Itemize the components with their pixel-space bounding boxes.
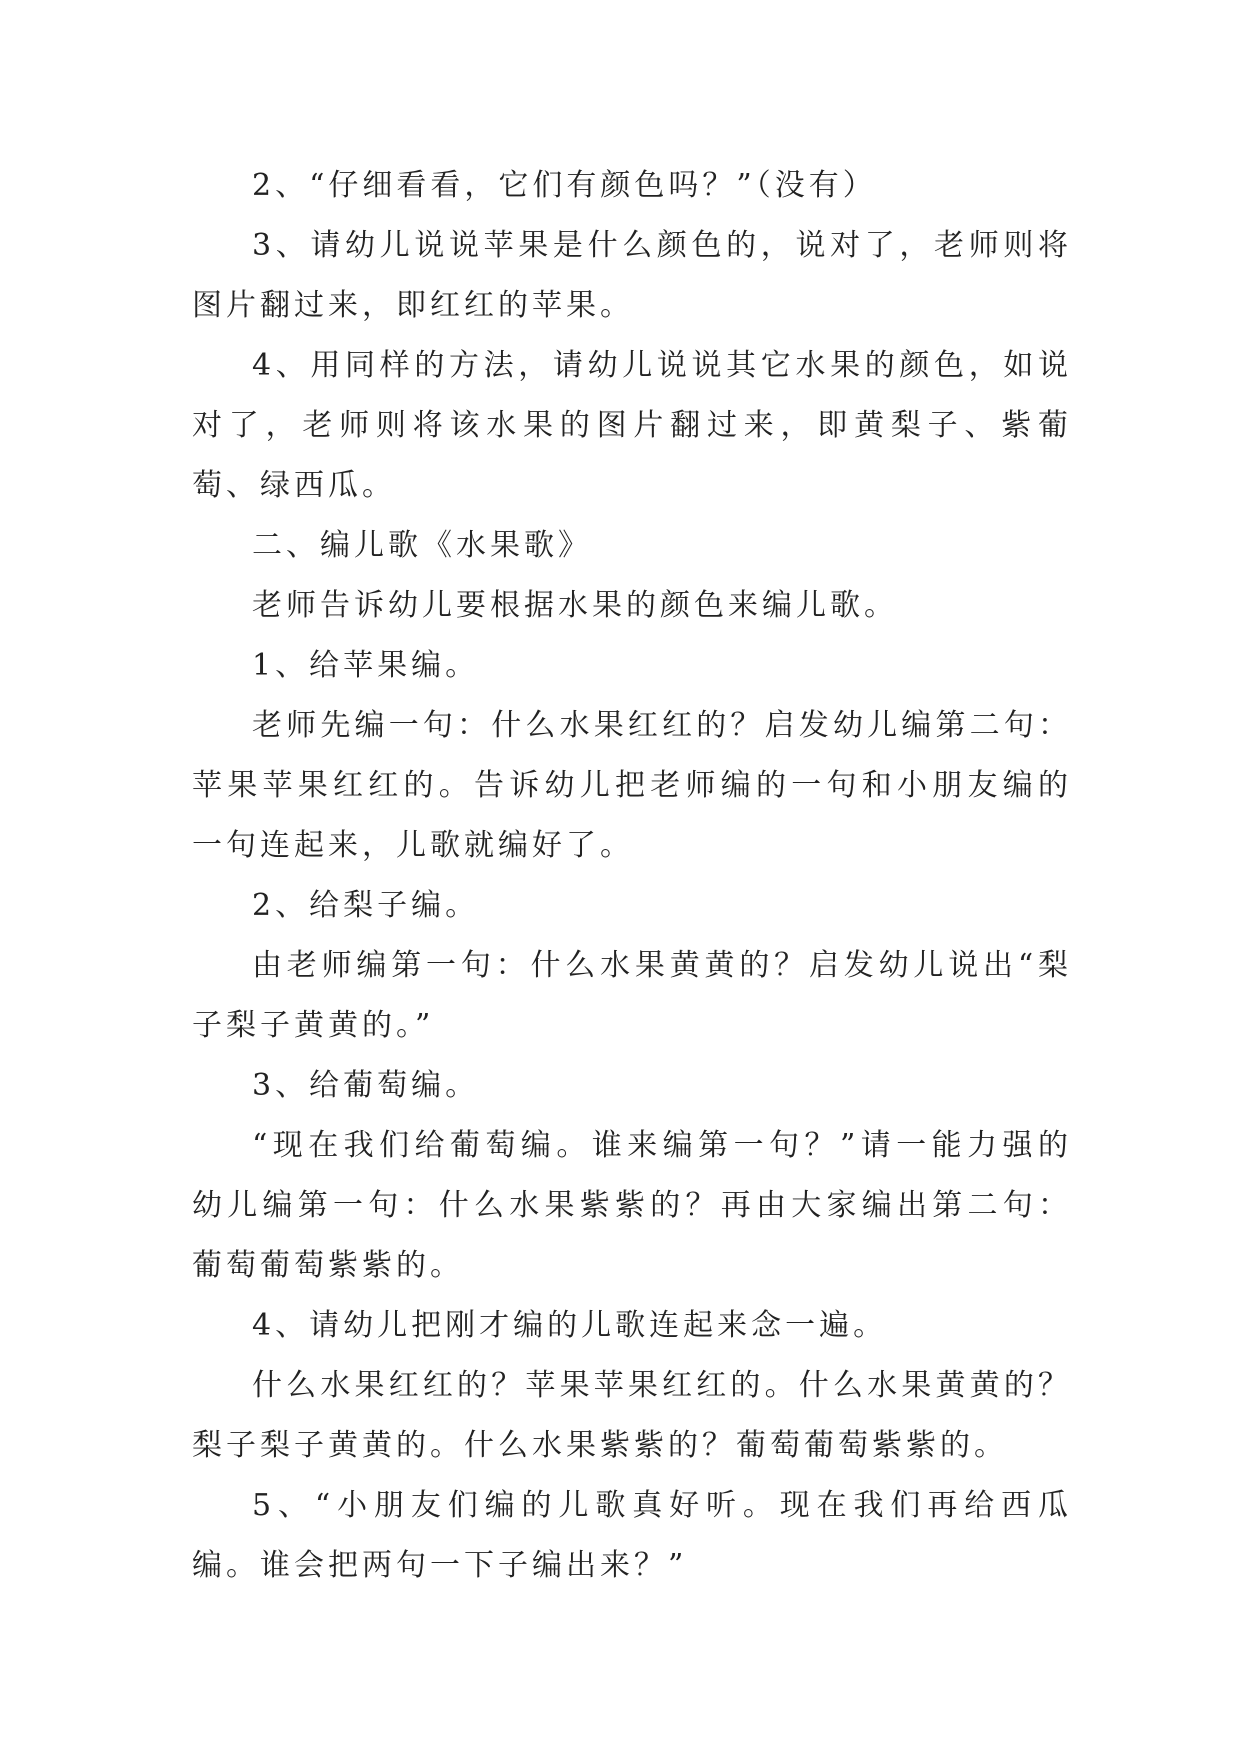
paragraph-song-step-1-apple: 1、给苹果编。 [252, 648, 480, 683]
paragraph-song-intro: 老师告诉幼儿要根据水果的颜色来编儿歌。 [252, 588, 898, 623]
paragraph-song-step-5-watermelon: 5、“小朋友们编的儿歌真好听。现在我们再给西瓜编。谁会把两句一下子编出来？” [192, 1488, 1072, 1583]
paragraph-pear-verse: 由老师编第一句：什么水果黄黄的？启发幼儿说出“梨子梨子黄黄的。” [192, 948, 1072, 1043]
paragraph-step-3-apple-color: 3、请幼儿说说苹果是什么颜色的，说对了，老师则将图片翻过来，即红红的苹果。 [192, 228, 1072, 323]
paragraph-song-step-2-pear: 2、给梨子编。 [252, 888, 480, 923]
paragraph-step-4-other-fruits: 4、用同样的方法，请幼儿说说其它水果的颜色，如说对了，老师则将该水果的图片翻过来，即黄梨子、紫葡萄、绿西瓜。 [192, 348, 1072, 503]
document-body [192, 156, 1072, 1596]
paragraph-song-step-3-grape: 3、给葡萄编。 [252, 1068, 480, 1103]
paragraph-grape-verse: “现在我们给葡萄编。谁来编第一句？”请一能力强的幼儿编第一句：什么水果紫紫的？再由大家编出第二句：葡萄葡萄紫紫的。 [192, 1128, 1072, 1283]
paragraph-step-2-question: 2、“仔细看看，它们有颜色吗？”（没有） [252, 168, 877, 203]
paragraph-full-song: 什么水果红红的？苹果苹果红红的。什么水果黄黄的？梨子梨子黄黄的。什么水果紫紫的？葡萄葡萄紫紫的。 [192, 1368, 1072, 1463]
paragraph-song-step-4-recite: 4、请幼儿把刚才编的儿歌连起来念一遍。 [252, 1308, 888, 1343]
paragraph-apple-verse: 老师先编一句：什么水果红红的？启发幼儿编第二句：苹果苹果红红的。告诉幼儿把老师编的一句和小朋友编的一句连起来，儿歌就编好了。 [192, 708, 1072, 863]
section-heading-fruit-song: 二、编儿歌《水果歌》 [252, 528, 592, 563]
